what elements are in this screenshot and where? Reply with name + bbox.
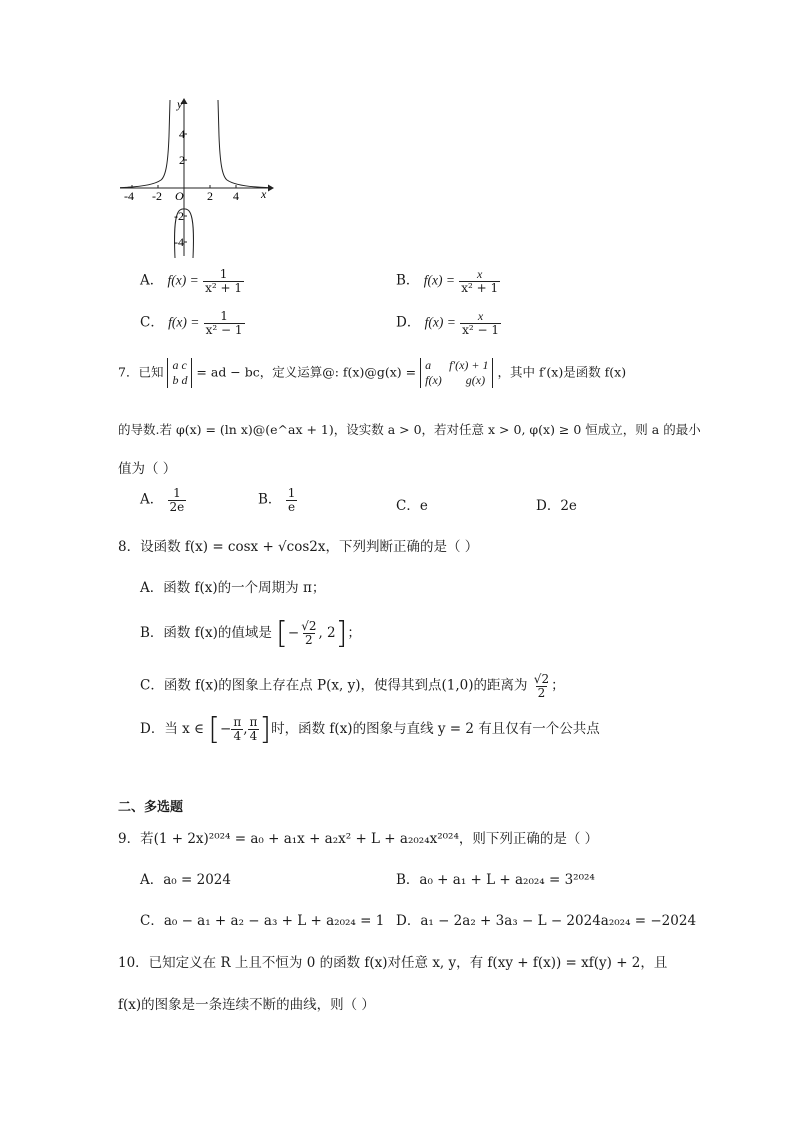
q10-stem-line2: f(x)的图象是一条连续不断的曲线，则（ ） (118, 997, 375, 1013)
q6-option-c (140, 310, 245, 336)
q6-option-a (140, 268, 244, 294)
option-lhs: f(x) = (423, 272, 455, 288)
q9-option-a: A．a₀ = 2024 (140, 872, 231, 888)
q7-tail: ，其中 f′(x)是函数 f(x) (497, 364, 627, 380)
x-axis-label: x (261, 187, 267, 201)
function-graph (118, 96, 278, 258)
q7-number: 7．已知 (118, 364, 164, 380)
y-tick-4: 4 (179, 127, 185, 141)
q7-definition: = ad − bc，定义运算@: f(x)@g(x) = (196, 364, 417, 380)
q9-option-d: D．a₁ − 2a₂ + 3a₃ − L − 2024a₂₀₂₄ = −2024 (396, 913, 697, 929)
right-branch-curve (218, 100, 268, 188)
section-heading: 二、多选题 (118, 800, 184, 815)
q9-option-b: B．a₀ + a₁ + L + a₂₀₂₄ = 3²⁰²⁴ (396, 872, 595, 888)
q7-stem-line2: 的导数.若 φ(x) = (ln x)@(e^ax + 1)，设实数 a > 0，若对任意 x > 0, φ(x) ≥ 0 恒成立，则 a 的最小 (118, 422, 701, 437)
q9-option-c: C．a₀ − a₁ + a₂ − a₃ + L + a₂₀₂₄ = 1 (140, 913, 385, 929)
x-tick-4: 4 (233, 189, 239, 203)
option-fraction: $\frac{x}{\text{x² + 1}}$ (461, 267, 499, 295)
left-branch-curve (120, 100, 170, 188)
q7-option-b: B． $\frac{1}{e}$ (258, 486, 296, 514)
q6-option-d (396, 310, 501, 336)
x-axis-arrow (268, 185, 274, 192)
q9-stem: 9．若(1 + 2x)²⁰²⁴ = a₀ + a₁x + a₂x² + L + a₂₀₂₄x²⁰²⁴，则下列正确的是（ ） (118, 831, 599, 847)
q7-option-a: A． $\frac{1}{2e}$ (140, 486, 185, 514)
q7-stem-line3: 值为（ ） (118, 461, 177, 477)
origin-label: O (175, 189, 184, 203)
y-tick-2: 2 (179, 153, 185, 167)
option-lhs: f(x) = (168, 314, 200, 330)
option-fraction: $\frac{1}{\text{x² − 1}}$ (205, 309, 243, 337)
option-letter: D． (396, 314, 421, 331)
option-lhs: f(x) = (167, 272, 199, 288)
option-letter: C． (140, 314, 164, 331)
option-fraction: $\frac{x}{\text{x² − 1}}$ (462, 309, 500, 337)
y-axis-label: y (177, 97, 183, 111)
option-letter: B． (396, 272, 420, 289)
q7-stem-line1 (118, 358, 626, 388)
option-fraction: $\frac{1}{e}$ (287, 486, 296, 514)
q8-option-a: A．函数 f(x)的一个周期为 π； (140, 580, 326, 596)
determinant-abcd: a c b d (167, 358, 192, 388)
option-lhs: f(x) = (424, 314, 456, 330)
q7-option-d: D．2e (536, 498, 577, 514)
q8-option-c: C．函数 f(x)的图象上存在点 P(x, y)，使得其到点(1,0)的距离为 $\frac{√2}{2}$ ； (140, 672, 565, 700)
q10-stem-line1: 10．已知定义在 R 上且不恒为 0 的函数 f(x)对任意 x, y，有 f(xy + f(x)) = xf(y) + 2，且 (118, 955, 668, 971)
y-tick-neg4: -4 (174, 235, 184, 249)
x-tick-neg4: -4 (124, 189, 134, 203)
q8-stem: 8．设函数 f(x) = cosx + √cos2x，下列判断正确的是（ ） (118, 539, 479, 555)
x-tick-2: 2 (207, 189, 213, 203)
x-tick-neg2: -2 (152, 189, 162, 203)
option-fraction: $\frac{1}{2e}$ (169, 486, 185, 514)
q7-option-c: C．e (396, 498, 428, 514)
determinant-operation: a f′(x) + 1 f(x) g(x) (420, 358, 493, 388)
q8-option-d: D．当 x ∈ [− $\frac{\pi}{4}$ , $\frac{\pi}{4}$ ]时，函数 f(x)的图象与直线 y = 2 有且仅有一个公共点 (140, 712, 600, 747)
sqrt2-over-2: $\frac{√2}{2}$ (533, 672, 550, 700)
option-letter: A． (140, 272, 164, 289)
y-tick-neg2: -2 (174, 209, 184, 223)
q8-option-b: B．函数 f(x)的值域是 [− $\frac{√2}{2}$ , 2]； (140, 616, 361, 651)
q6-option-b (396, 268, 500, 294)
sqrt2-over-2: $\frac{√2}{2}$ (301, 619, 317, 647)
option-fraction: $\frac{1}{\text{x² + 1}}$ (205, 267, 242, 295)
